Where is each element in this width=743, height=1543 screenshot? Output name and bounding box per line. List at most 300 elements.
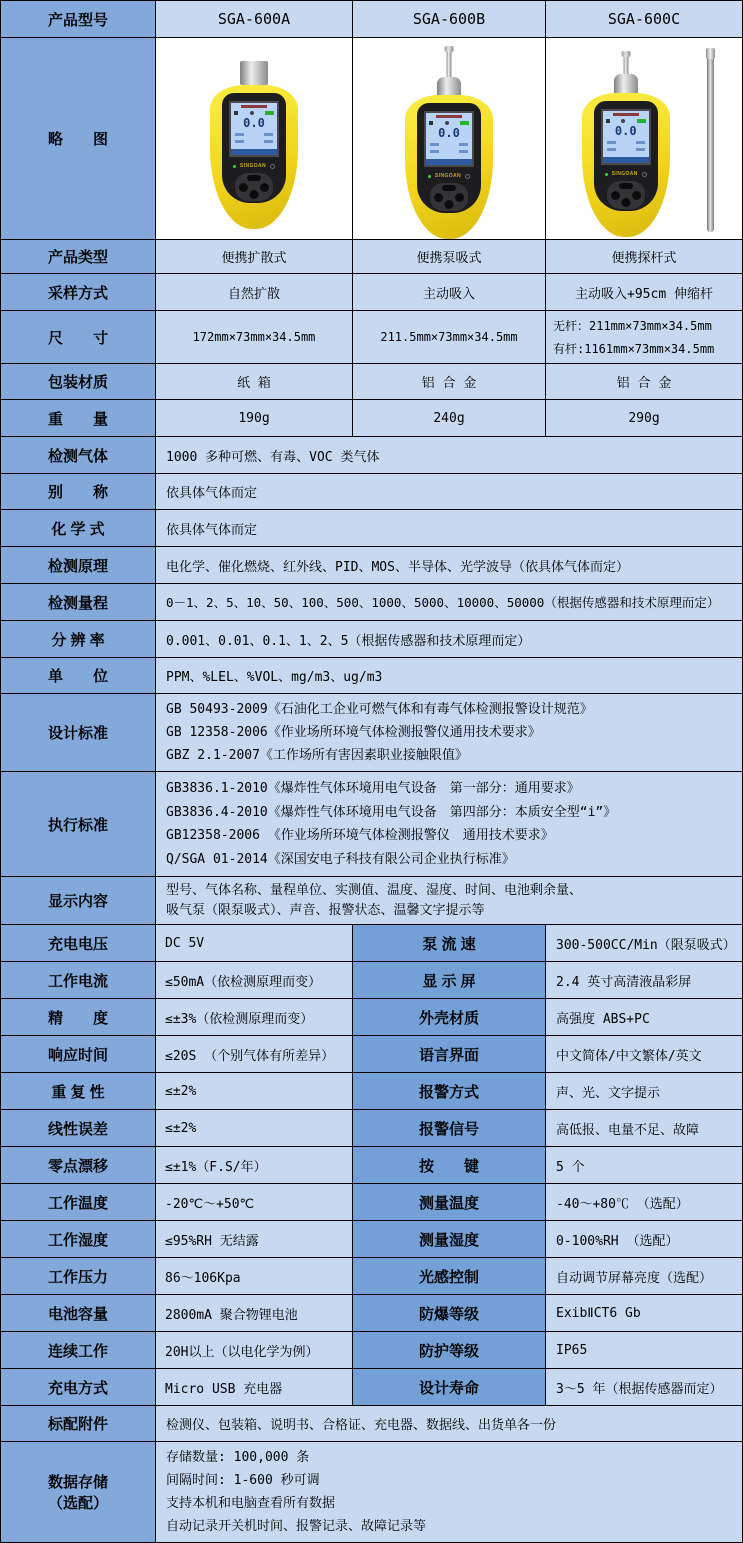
sketch-cell-b [353,38,546,239]
device-screen [424,111,474,167]
led-indicator [605,173,608,176]
row-label-text: 测量湿度 [418,1231,479,1249]
row-label-text: 数据存储 [47,1474,108,1491]
row-label [1,658,156,693]
value-text: 依具体气体而定 [166,522,258,538]
row-value-c [546,274,742,310]
spec-row-display-content [1,877,742,925]
spec-row-data-storage [1,1442,742,1543]
spec-row-split [1,1258,742,1295]
value-text: 便携泵吸式 [416,251,482,266]
value-text: 5 个 [556,1159,585,1175]
row-label-2 [353,1295,546,1331]
device-body [405,95,493,239]
standard-line: Q/SGA 01-2014《深国安电子科技有限公司企业执行标准》 [166,852,515,868]
spec-row-split [1,925,742,962]
row-value [156,1221,353,1257]
row-value-b [353,274,546,310]
row-label [1,274,156,310]
row-label-text: 执行标准 [47,816,108,834]
value-text: 2800mA 聚合物锂电池 [165,1307,298,1323]
value-text: 便携扩散式 [221,251,287,266]
row-value-a [156,274,353,310]
storage-line: 存储数量: 100,000 条 [166,1450,310,1465]
speaker-icon [429,121,433,125]
row-value [156,510,742,546]
row-label [1,1406,156,1441]
value-text: ≤±3%（依检测原理而变） [165,1011,314,1027]
screen-data-row [426,148,472,155]
screen-status-icons [231,109,277,116]
fan-icon [621,119,625,123]
row-label-text: 工作压力 [47,1268,108,1286]
row-label [1,1147,156,1183]
row-value [156,772,742,876]
spec-row-packaging [1,364,742,400]
display-line: 吸气泵（限泵吸式）、声音、报警状态、温馨文字提示等 [166,903,485,919]
sensor-cap-icon [240,61,268,85]
device-buttons [430,183,468,211]
row-value-a [156,364,353,399]
row-label-text: 连续工作 [47,1342,108,1360]
row-value-2 [546,962,742,998]
row-label-text: 显 示 屏 [422,972,476,990]
enter-button-icon [445,200,454,209]
row-label-text: 重 复 性 [51,1083,105,1101]
value-text: ≤±2% [165,1083,197,1099]
sketch-label-text: 略 图 [47,131,108,148]
model-name-a: SGA-600A [217,10,291,28]
row-label-text: 重 量 [47,410,108,428]
row-value [156,1110,353,1146]
value-text: 290g [628,410,660,426]
row-value-2 [546,1295,742,1331]
row-label-text: 响应时间 [47,1046,108,1064]
row-label [1,584,156,620]
row-label-text: 外壳材质 [418,1009,479,1027]
row-label [1,621,156,657]
device-front-panel [594,101,658,211]
sketch-row [1,38,742,240]
row-label-2 [353,1036,546,1072]
row-label-text: 电池容量 [47,1305,108,1323]
row-label [1,1442,156,1542]
model-cell-c [546,1,742,37]
value-text: 190g [238,410,270,426]
led-indicator [233,165,236,168]
row-value [156,474,742,509]
left-button-icon [611,191,620,200]
screen-status-icons [426,119,472,126]
device-front-panel [417,103,481,213]
value-text: 自然扩散 [227,286,280,302]
probe-rod-icon [623,51,628,75]
screen-data-row [603,146,649,153]
row-label-text: 检测量程 [47,594,108,612]
row-value-2 [546,1184,742,1220]
row-label-2 [353,999,546,1035]
row-value-2 [546,1221,742,1257]
sketch-cell-a [156,38,353,239]
row-value-b [353,400,546,436]
storage-line: 支持本机和电脑查看所有数据 [166,1496,336,1511]
left-button-icon [434,193,443,202]
spec-row-split [1,1036,742,1073]
spec-row-split [1,962,742,999]
row-label-text: 防爆等级 [418,1305,479,1323]
value-text: 0-100%RH （选配） [556,1233,679,1249]
row-value [156,1442,742,1542]
power-icon [642,172,647,177]
row-label-text: 充电电压 [47,935,108,953]
row-value-c [546,311,742,363]
sketch-label [1,38,156,239]
value-text: ≤±2% [165,1120,197,1136]
row-value-2 [546,1073,742,1109]
value-text: 211.5mm×73mm×34.5mm [380,330,518,344]
spec-row-dimensions [1,311,742,364]
row-value [156,437,742,473]
row-value [156,1406,742,1441]
value-text: ≤50mA（依检测原理而变） [165,974,322,990]
value-text: 铝 合 金 [421,376,477,391]
value-text: 240g [433,410,465,426]
row-value [156,925,353,961]
row-label-text: 标配附件 [47,1416,108,1433]
row-label [1,999,156,1035]
row-value-2 [546,1258,742,1294]
row-label [1,877,156,924]
value-text: 0－1、2、5、10、50、100、500、1000、5000、10000、50000（根据传感器和技术原理而定） [166,595,720,610]
row-label-text: 测量温度 [418,1194,479,1212]
screen-data-row [231,138,277,145]
row-label-text: 检测原理 [47,557,108,575]
row-label [1,962,156,998]
row-value-b [353,364,546,399]
row-label-text: 报警方式 [418,1083,479,1101]
row-label [1,1369,156,1405]
screen-reading: 0.0 [614,124,637,138]
enter-button-icon [250,190,259,199]
row-label-text: 零点漂移 [47,1157,108,1175]
value-text: 无杆：211mm×73mm×34.5mm [553,319,712,333]
value-text: ≤±1%（F.S/年） [165,1159,267,1175]
battery-icon [460,121,469,125]
brand-text: SINGOAN [434,173,462,179]
value-text: 高强度 ABS+PC [556,1011,650,1027]
spec-row-weight [1,400,742,437]
row-label [1,400,156,436]
row-label-text: 检测气体 [47,447,108,465]
device-buttons [607,181,645,209]
standard-line: GB12358-2006 《作业场所环境气体检测报警仪 通用技术要求》 [166,828,554,844]
spec-row-alias [1,474,742,510]
row-label [1,1036,156,1072]
row-value [156,999,353,1035]
row-value [156,1147,353,1183]
row-value-a [156,311,353,363]
row-value [156,1295,353,1331]
row-label-text: 线性误差 [47,1120,108,1138]
row-value-b [353,240,546,273]
row-label-2 [353,1221,546,1257]
row-label [1,1184,156,1220]
spec-row-split [1,1147,742,1184]
row-label [1,364,156,399]
menu-button-icon [247,175,261,181]
value-text: 86～106Kpa [165,1270,241,1286]
screen-datetime-bar [426,159,472,165]
right-button-icon [455,193,464,202]
screen-data-row [231,131,277,138]
row-label-text: 单 位 [47,668,108,685]
value-text: 自动调节屏幕亮度（选配） [556,1270,713,1286]
spec-row-resolution [1,621,742,658]
model-cell-a [156,1,353,37]
device-screen [229,101,279,157]
row-label-text: 工作电流 [47,972,108,990]
value-text: 便携探杆式 [611,251,677,266]
row-value-2 [546,1369,742,1405]
standard-line: GB 50493-2009《石油化工企业可燃气体和有毒气体检测报警设计规范》 [166,702,593,717]
row-label-2 [353,1073,546,1109]
spec-row-principle [1,547,742,584]
sensor-cap-icon [614,74,638,94]
value-text: 20H以上（以电化学为例） [165,1344,319,1360]
value-text: PPM、%LEL、%VOL、mg/m3、ug/m3 [166,670,383,685]
value-text: 0.001、0.01、0.1、1、2、5（根据传感器和技术原理而定） [166,633,531,649]
row-value [156,1258,353,1294]
value-text: 电化学、催化燃烧、红外线、PID、MOS、半导体、光学波导（依具体气体而定） [166,559,629,575]
spec-row-accessories [1,1406,742,1442]
standard-line: GB3836.4-2010《爆炸性气体环境用电气设备 第四部分：本质安全型“i”》 [166,804,617,820]
storage-line: 间隔时间: 1-600 秒可调 [166,1473,320,1488]
spec-row-exec-standards [1,772,742,877]
row-label-text: 报警信号 [418,1120,479,1138]
row-value [156,877,742,924]
spec-row-split [1,1184,742,1221]
value-text: ≤95%RH 无结露 [165,1233,259,1249]
spec-row-units [1,658,742,694]
row-value [156,584,742,620]
row-label-text: 精 度 [47,1009,108,1027]
standard-line: GBZ 2.1-2007《工作场所有害因素职业接触限值》 [166,748,468,763]
menu-button-icon [619,183,633,189]
row-value [156,547,742,583]
model-cell-b [353,1,546,37]
row-label-2 [353,1110,546,1146]
row-label [1,1073,156,1109]
value-text: 主动吸入+95cm 伸缩杆 [575,286,713,302]
fan-icon [445,121,449,125]
row-label [1,1332,156,1368]
row-label-text: 语言界面 [418,1046,479,1064]
row-label-2 [353,1332,546,1368]
row-label-text: 化 学 式 [51,520,105,538]
header-row [1,1,742,38]
row-label-2 [353,1258,546,1294]
battery-icon [637,119,646,123]
screen-datetime-bar [231,149,277,155]
standard-line: GB3836.1-2010《爆炸性气体环境用电气设备 第一部分：通用要求》 [166,780,580,796]
row-label [1,437,156,473]
row-label-text: 尺 寸 [47,329,108,347]
brand-line [222,163,286,169]
screen-datetime-bar [603,157,649,163]
device-screen [601,109,651,165]
value-text: IP65 [556,1342,588,1358]
row-label-text: 工作湿度 [47,1231,108,1249]
row-value [156,658,742,693]
row-value [156,1332,353,1368]
row-value [156,694,742,771]
row-label [1,694,156,771]
battery-icon [265,111,274,115]
device-illustration-sga600b [393,43,505,239]
menu-button-icon [442,185,456,191]
row-label-2 [353,1147,546,1183]
value-text: 纸 箱 [237,376,271,391]
row-label [1,240,156,273]
value-text: -40～+80℃ （选配） [556,1196,689,1212]
value-text: 检测仪、包装箱、说明书、合格证、充电器、数据线、出货单各一份 [166,1418,557,1433]
row-label-text: 分 辨 率 [51,631,105,649]
probe-rod-icon [447,46,452,78]
row-value-a [156,240,353,273]
screen-reading: 0.0 [438,126,460,140]
spec-row-design-standards [1,694,742,772]
header-label-text: 产品型号 [47,11,108,29]
value-text: 172mm×73mm×34.5mm [192,330,316,344]
spec-row-split [1,1369,742,1406]
row-label [1,311,156,363]
value-text: 300-500CC/Min（限泵吸式） [556,937,736,953]
row-label-2 [353,962,546,998]
row-value-c [546,240,742,273]
model-name-b: SGA-600B [412,10,486,28]
row-label-text: 充电方式 [47,1379,108,1397]
row-label-text: 泵 流 速 [422,935,476,953]
row-label-text: 工作温度 [47,1194,108,1212]
row-label-text: 显示内容 [47,893,108,910]
row-label-text: 设计标准 [47,725,108,742]
brand-text: SINGOAN [611,171,638,177]
display-line: 型号、气体名称、量程单位、实测值、温度、湿度、时间、电池剩余量、 [166,882,583,898]
device-illustration-sga600a [198,43,310,239]
row-value [156,621,742,657]
row-value-b [353,311,546,363]
spec-row-product-type [1,240,742,274]
value-text: -20℃～+50℃ [165,1196,255,1212]
row-value [156,1036,353,1072]
spec-row-split [1,1073,742,1110]
speaker-icon [234,111,238,115]
fan-icon [250,111,254,115]
row-label [1,1295,156,1331]
model-name-c: SGA-600C [607,10,681,28]
spec-row-split [1,1110,742,1147]
row-label [1,925,156,961]
row-value-c [546,400,742,436]
row-label-text: 产品类型 [47,249,108,266]
screen-reading: 0.0 [243,116,265,130]
row-value [156,1073,353,1109]
value-text: Micro USB 充电器 [165,1381,283,1397]
row-label-text: 按 键 [418,1157,479,1175]
row-value-2 [546,1036,742,1072]
sketch-cell-c [546,38,742,239]
value-text: ≤20S （个别气体有所差异） [165,1048,335,1064]
brand-line [594,171,658,177]
header-label [1,1,156,37]
row-value-2 [546,1110,742,1146]
value-text: 声、光、文字提示 [556,1085,661,1101]
right-button-icon [632,191,641,200]
value-text: 依具体气体而定 [166,486,258,501]
spec-row-split [1,1295,742,1332]
led-indicator [428,175,431,178]
value-text: 1000 多种可燃、有毒、VOC 类气体 [166,449,380,465]
spec-row-sampling [1,274,742,311]
value-text: 有杆:1161mm×73mm×34.5mm [553,342,715,356]
value-text: 高低报、电量不足、故障 [556,1122,700,1138]
screen-data-row [426,141,472,148]
row-label [1,547,156,583]
brand-text: SINGOAN [239,163,267,169]
value-text: 铝 合 金 [616,376,672,391]
power-icon [465,174,470,179]
screen-data-row [603,139,649,146]
spec-row-gases [1,437,742,474]
device-body [582,93,670,237]
row-label-text: 包装材质 [47,374,108,391]
row-value-2 [546,1332,742,1368]
row-value [156,1369,353,1405]
row-value-2 [546,999,742,1035]
value-text: 2.4 英寸高清液晶彩屏 [556,974,692,990]
spec-row-formula [1,510,742,547]
storage-line: 自动记录开关机时间、报警记录、故障记录等 [166,1519,427,1534]
row-label-2 [353,925,546,961]
left-button-icon [239,183,248,192]
enter-button-icon [621,198,630,207]
row-label [1,1110,156,1146]
row-label [1,510,156,546]
row-label-2 [353,1184,546,1220]
row-label [1,772,156,876]
value-text: DC 5V [165,935,205,951]
row-value [156,962,353,998]
device-body [210,85,298,229]
power-icon [270,164,275,169]
row-value-2 [546,925,742,961]
spec-row-range [1,584,742,621]
value-text: 主动吸入 [422,286,475,302]
device-illustration-sga600c [568,43,720,239]
row-value-2 [546,1147,742,1183]
right-button-icon [260,183,269,192]
speaker-icon [606,119,610,123]
row-label-subtext: （选配） [47,1495,108,1512]
row-label-2 [353,1369,546,1405]
row-label-text: 别 称 [47,484,108,501]
standard-line: GB 12358-2006《作业场所环境气体检测报警仪通用技术要求》 [166,725,541,740]
row-label-text: 采样方式 [47,284,108,302]
telescopic-rod-icon [707,48,714,232]
sensor-cap-icon [437,77,461,97]
value-text: 中文简体/中文繁体/英文 [556,1048,702,1064]
device-buttons [235,173,273,201]
